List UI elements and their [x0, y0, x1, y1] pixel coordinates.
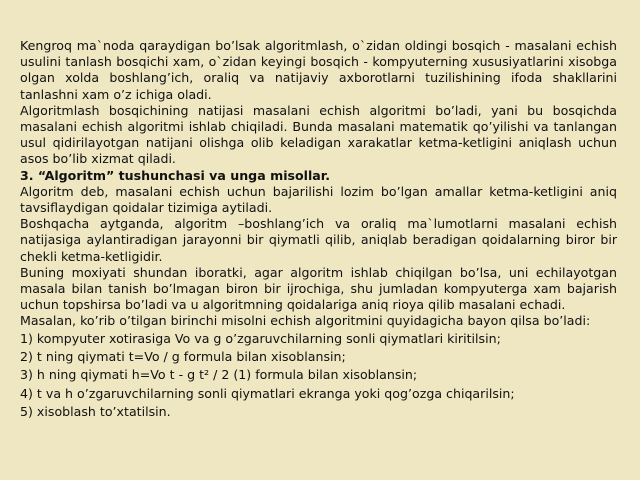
list-item: 2) t ning qiymati t=Vo / g formula bilan xisoblansin; — [20, 349, 346, 365]
document-body — [20, 38, 617, 422]
list-item: 1) kompyuter xotirasiga Vo va g o’zgaruvchilarning sonli qiymatlari kiritilsin; — [20, 330, 501, 346]
paragraph-algorithm-essence: Buning moxiyati shundan iboratki, agar algoritm ishlab chiqilgan bo’lsa, uni echilayotgan masala bilan tanish bo’lmagan biron bir ijrochiga, shu jumladan kompyuterga xam bajarish uchun topshirsa bo’ladi va u algoritmning qoidalariga aniq rioya qilib masalani echadi. — [20, 264, 617, 313]
paragraph-example-intro: Masalan, ko’rib o’tilgan birinchi misolni echish algoritmini quyidagicha bayon qilsa bo’ladi: — [20, 313, 591, 329]
list-item: 5) xisoblash to’xtatilsin. — [20, 404, 171, 420]
paragraph-algoritmlash-scope: Kengroq ma`noda qaraydigan bo’lsak algoritmlash, o`zidan oldingi bosqich - masalani echish usulini tanlash bosqichi xam, o`zidan keyingi bosqich - kompyuterning xususiyatlarini xisobga olgan xolda boshlang’ich, oraliq va natijaviy axborotlarni tuzilishining ifoda shakllarini tanlashni xam o’z ichiga oladi. — [20, 38, 617, 102]
list-item: 4) t va h o’zgaruvchilarning sonli qiymatlari ekranga yoki qog’ozga chiqarilsin; — [20, 385, 515, 401]
list-item: 3) h ning qiymati h=Vo t - g t² / 2 (1) formula bilan xisoblansin; — [20, 367, 418, 383]
paragraph-algorithm-definition: Algoritm deb, masalani echish uchun bajarilishi lozim bo’lgan amallar ketma-ketligini aniq tavsiflaydigan qoidalar tizimiga aytiladi. — [20, 183, 617, 216]
section-heading: 3. “Algoritm” tushunchasi va unga misollar. — [20, 167, 330, 183]
algorithm-steps-list — [20, 330, 617, 422]
paragraph-algoritmlash-result: Algoritmlash bosqichining natijasi masalani echish algoritmi bo’ladi, yani bu bosqichda masalani echish algoritmi ishlab chiqiladi. Bunda masalani matematik qo’yilishi va tanlangan usul qidirilayotgan natijani olishga olib keladigan xarakatlar ketma-ketligini aniqlash uchun asos bo’lib xizmat qiladi. — [20, 102, 617, 167]
paragraph-algorithm-alt-definition: Boshqacha aytganda, algoritm –boshlang’ich va oraliq ma`lumotlarni masalani echish natijasiga aylantiradigan jarayonni bir qiymatli qilib, aniqlab beradigan qoidalarning biror bir chekli ketma-ketligidir. — [20, 216, 617, 264]
